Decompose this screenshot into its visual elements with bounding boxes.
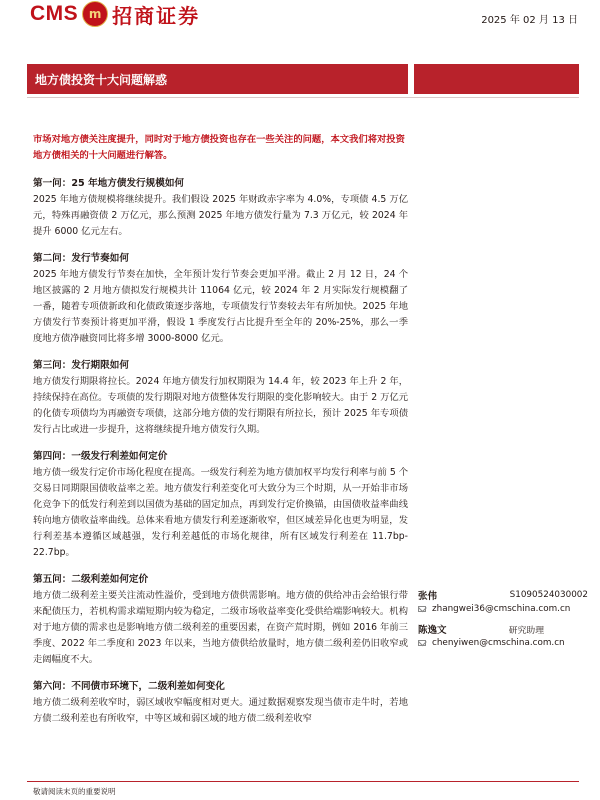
section-body: 2025 年地方债规模将继续提升。我们假设 2025 年财政赤字率为 4.0%，专项债 4.5 万亿元，特殊再融资债 2 万亿元，那么预测 2025 年地方债发行量为 7.3 万亿元，较 2024 年提升 6000 亿元左右。 [33, 194, 408, 237]
section-heading: 第六问：不同债市环境下，二级利差如何变化 [33, 681, 225, 692]
page-title: 地方债投资十大问题解惑 [35, 73, 168, 87]
mail-icon [418, 640, 426, 646]
section-heading: 第五问：二级利差如何定价 [33, 574, 149, 585]
author-name: 陈逸文 [418, 625, 447, 636]
author-name: 张伟 [418, 591, 438, 602]
company-logo [30, 0, 200, 28]
author-email-row [418, 602, 588, 616]
logo-text-en: CMS [30, 2, 79, 25]
author-email[interactable]: zhangwei36@cmschina.com.cn [432, 604, 571, 614]
author-email[interactable]: chenyiwen@cmschina.com.cn [432, 638, 565, 648]
title-banner [27, 64, 408, 94]
section-heading: 第二问：发行节奏如何 [33, 253, 129, 264]
author-panel [418, 588, 588, 656]
report-date: 2025 年 02 月 13 日 [481, 15, 578, 26]
summary-text: 市场对地方债关注度提升，同时对于地方债投资也存在一些关注的问题，本文我们将对投资地方债相关的十大问题进行解答。 [33, 134, 405, 161]
section-body: 2025 年地方债发行节奏在加快，全年预计发行节奏会更加平滑。截止 2 月 12 日，24 个地区披露的 2 月地方债拟发行规模共计 11064 亿元，较 2024 年 2 月实际发行规模翻了一番，随着专项债新政和化债政策逐步落地，专项债发行节奏较去年有所加快。2025 年地方债发行节奏预计将更加平滑，假设 1 季度发行占比提升至全年的 20%-25%，那么一季度地方债净融资同比将多增 3000-8000 亿元。 [33, 269, 408, 344]
section-heading: 第四问：一级发行利差如何定价 [33, 451, 168, 462]
section-body: 地方债一级发行定价市场化程度在提高。一级发行利差为地方债加权平均发行利率与前 5 个交易日同期限国债收益率之差。地方债发行利差变化可大致分为三个时期，从一开始非市场化竞争下的低发行利差到以国债为基础的固定加点，再到发行定价換锚，由国债收益率曲线转向地方债收益率曲线。总体来看地方债发行利差逐渐收窄，但区域差异化也更为明显，发行利差基本遵循区域越强，发行利差越低的市场化规律，所有区域发行利差在 11.7bp-22.7bp。 [33, 467, 408, 558]
author-row [418, 588, 588, 602]
section-body: 地方债发行期限将拉长。2024 年地方债发行加权期限为 14.4 年，较 2023 年上升 2 年，持续保持在高位。专项债的发行期限对地方债整体发行期限的变化影响较大。由于 2 万亿元的化债专项债均为再融资专项债，这部分地方债的发行期限有所拉长，预计 2025 年专项债发行占比或进一步提升，这将继续提升地方债发行久期。 [33, 376, 408, 435]
author-email-row [418, 636, 588, 650]
author-row [418, 622, 588, 636]
author-cert: S1090524030002 [509, 590, 588, 600]
footer-disclaimer: 敬请阅读末页的重要说明 [33, 787, 116, 796]
title-banner-side [414, 64, 579, 94]
section-heading: 第一问：25 年地方债发行规模如何 [33, 178, 185, 189]
report-body [33, 132, 408, 738]
footer-divider [27, 781, 579, 782]
section-body: 地方债二级利差主要关注流动性溢价，受到地方债供需影响。地方债的供给冲击会给银行带来配债压力，若机构需求端短期内较为稳定，二级市场收益率变化受供给端影响较大。机构对于地方债的需求也是影响地方债二级利差的重要因素，在资产荒时期，例如 2016 年前三季度、2022 年二季度和 2023 年以来，当地方债供给放量时，地方债二级利差仍旧收窄或走阔幅度不大。 [33, 590, 408, 665]
mail-icon [418, 606, 426, 612]
logo-text-cn: 招商证券 [112, 3, 201, 28]
author-cert: 研究助理 [508, 625, 544, 636]
header-divider [27, 97, 579, 98]
section-body: 地方债二级利差收窄时，弱区域收窄幅度相对更大。通过数据观察发现当债市走牛时，若地方债二级利差也有所收窄，中等区域和弱区域的地方债二级利差收窄 [33, 697, 408, 724]
section-heading: 第三问：发行期限如何 [33, 360, 129, 371]
logo-emblem-icon: m [82, 1, 108, 27]
